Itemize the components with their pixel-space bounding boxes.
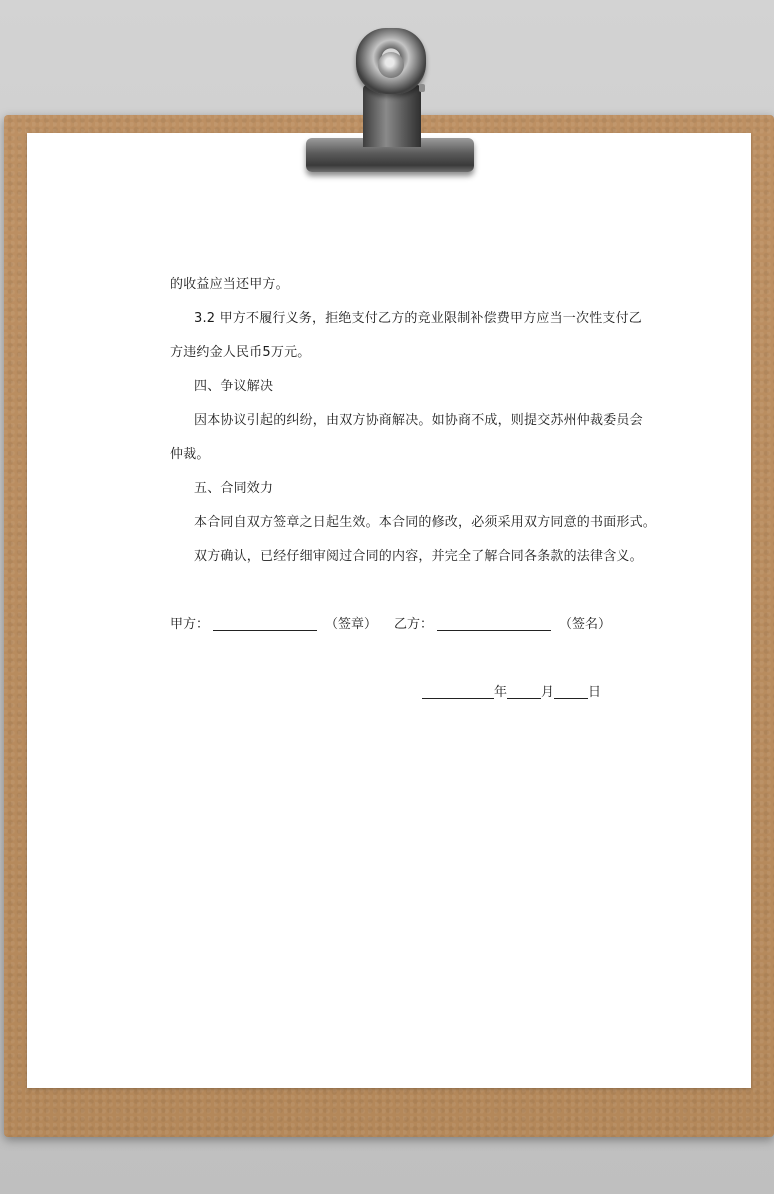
party-a-suffix: （签章） xyxy=(325,617,378,632)
year-blank xyxy=(422,685,494,699)
party-a-label: 甲方： xyxy=(170,617,210,632)
paragraph-line: 本合同自双方签章之日起生效。本合同的修改，必须采用双方同意的书面形式。 xyxy=(194,515,657,530)
day-label: 日 xyxy=(588,685,602,700)
paragraph-line: 双方确认，已经仔细审阅过合同的内容，并完全了解合同各条款的法律含义。 xyxy=(194,549,643,564)
paragraph-line: 方违约金人民币5万元。 xyxy=(170,345,311,360)
date-line xyxy=(422,681,601,700)
party-b-suffix: （签名） xyxy=(559,617,612,632)
year-label: 年 xyxy=(494,685,508,700)
paragraph-line: 的收益应当还甲方。 xyxy=(170,277,289,292)
month-blank xyxy=(507,685,541,699)
party-a-blank xyxy=(213,617,317,631)
party-b-label: 乙方： xyxy=(394,617,434,632)
paragraph-line: 仲裁。 xyxy=(170,447,210,462)
party-b-signature xyxy=(394,613,611,632)
party-a-signature xyxy=(170,613,377,632)
month-label: 月 xyxy=(541,685,555,700)
day-blank xyxy=(554,685,588,699)
section-heading: 四、争议解决 xyxy=(194,379,274,394)
section-heading: 五、合同效力 xyxy=(194,481,274,496)
party-b-blank xyxy=(437,617,551,631)
paragraph-line: 3.2 甲方不履行义务，拒绝支付乙方的竞业限制补偿费甲方应当一次性支付乙 xyxy=(194,311,643,326)
paragraph-line: 因本协议引起的纠纷，由双方协商解决。如协商不成，则提交苏州仲裁委员会 xyxy=(194,413,643,428)
